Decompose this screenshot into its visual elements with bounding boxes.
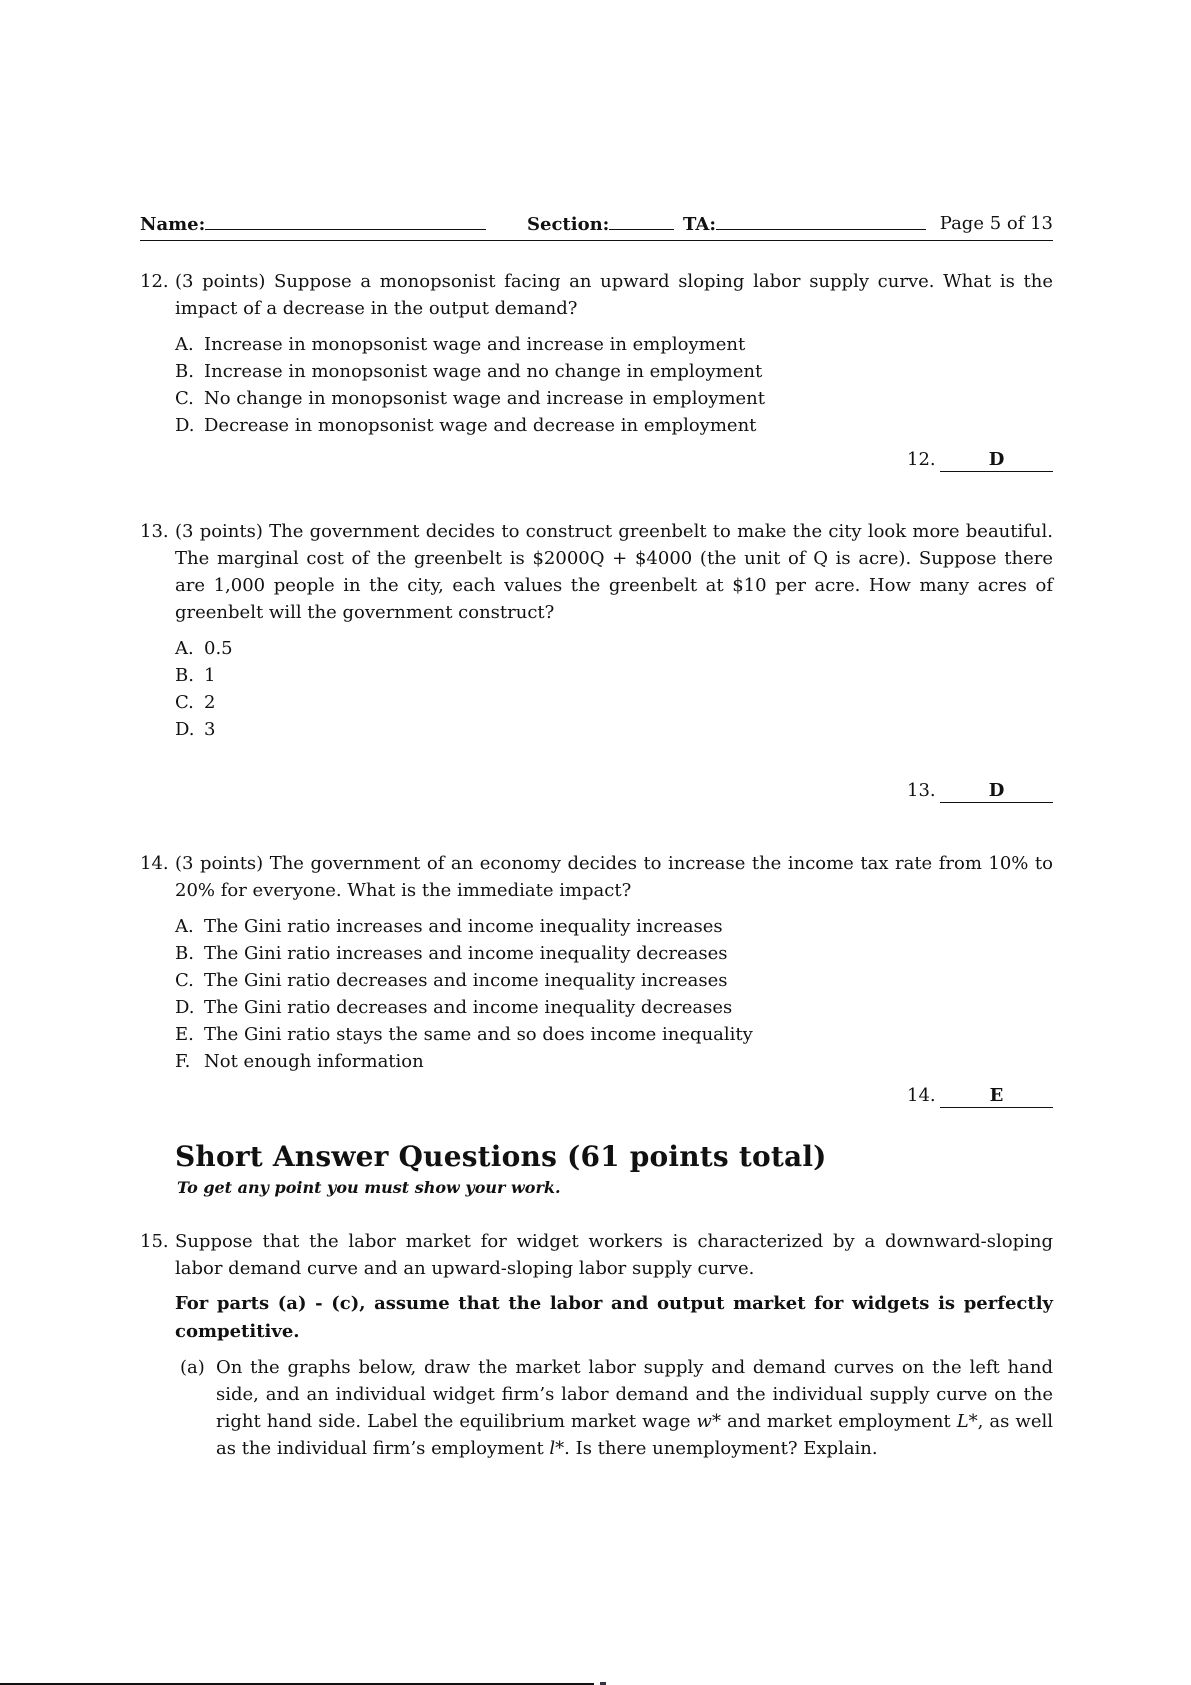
employment-symbol: L* bbox=[956, 1411, 978, 1432]
option-d: D. 3 bbox=[175, 719, 216, 740]
question-number: 12. bbox=[140, 271, 169, 292]
option-b: B. Increase in monopsonist wage and no change in employment bbox=[175, 361, 763, 382]
option-a: A. 0.5 bbox=[175, 638, 233, 659]
question-text: (3 points) The government of an economy decides to increase the income tax rate from 10% to 20% for everyone. What is the immediate impact? bbox=[175, 853, 1053, 901]
answer-14: 14. E bbox=[907, 1085, 1053, 1111]
question-text: (3 points) Suppose a monopsonist facing an upward sloping labor supply curve. What is the impact of a decrease in the output demand? bbox=[175, 271, 1053, 319]
question-12 bbox=[140, 268, 1053, 439]
assumption-note: For parts (a) - (c), assume that the labor and output market for widgets is perfectly competitive. bbox=[175, 1293, 1053, 1342]
question-number: 13. bbox=[140, 521, 169, 542]
ta-label: TA: bbox=[683, 214, 717, 235]
answer-12: 12. D bbox=[907, 449, 1053, 475]
section-subtitle: To get any point you must show your work. bbox=[177, 1178, 561, 1197]
section-blank[interactable] bbox=[609, 213, 674, 230]
answer-blank[interactable]: D bbox=[940, 780, 1053, 803]
question-15 bbox=[140, 1228, 1053, 1462]
options-list bbox=[175, 331, 1053, 439]
wage-symbol: w* bbox=[696, 1411, 721, 1432]
option-c: C. No change in monopsonist wage and increase in employment bbox=[175, 388, 766, 409]
question-text: (3 points) The government decides to construct greenbelt to make the city look more beautiful. The marginal cost of the greenbelt is $2000Q + $4000 (the unit of Q is acre). Suppose there are 1,000 people in the city, each values the greenbelt at $10 per acre. How many acres of greenbelt will the government construct? bbox=[175, 521, 1053, 623]
answer-blank[interactable]: D bbox=[940, 449, 1053, 472]
option-a: A. Increase in monopsonist wage and increase in employment bbox=[175, 334, 746, 355]
page-indicator: Page 5 of 13 bbox=[939, 213, 1053, 234]
question-number: 14. bbox=[140, 853, 169, 874]
option-a: A. The Gini ratio increases and income inequality increases bbox=[175, 916, 723, 937]
question-text: Suppose that the labor market for widget workers is characterized by a downward-sloping labor demand curve and an upward-sloping labor supply curve. bbox=[175, 1231, 1053, 1279]
ta-blank[interactable] bbox=[716, 213, 926, 230]
option-d: D. Decrease in monopsonist wage and decrease in employment bbox=[175, 415, 757, 436]
option-c: C. The Gini ratio decreases and income inequality increases bbox=[175, 970, 728, 991]
question-number: 15. bbox=[140, 1231, 169, 1252]
answer-blank[interactable]: E bbox=[940, 1085, 1053, 1108]
name-blank[interactable] bbox=[205, 213, 486, 230]
option-b: B. The Gini ratio increases and income inequality decreases bbox=[175, 943, 728, 964]
option-d: D. The Gini ratio decreases and income inequality decreases bbox=[175, 997, 733, 1018]
option-b: B. 1 bbox=[175, 665, 216, 686]
question-13 bbox=[140, 518, 1053, 743]
options-list bbox=[175, 635, 1053, 743]
options-list bbox=[175, 913, 1053, 1075]
ta-field bbox=[683, 213, 926, 235]
option-f: F. Not enough information bbox=[175, 1051, 424, 1072]
section-title: Short Answer Questions (61 points total) bbox=[175, 1140, 827, 1173]
part-a-text: On the graphs below, draw the market labor supply and demand curves on the left hand side, and an individual widget firm’s labor demand and the individual supply curve on the right hand side. Label the equilibrium market wage w* and market employment L*, as well as the individual firm’s employment l*. Is there unemployment? Explain. bbox=[216, 1357, 1053, 1459]
option-c: C. 2 bbox=[175, 692, 216, 713]
name-field bbox=[140, 213, 486, 235]
answer-13: 13. D bbox=[907, 780, 1053, 806]
question-14 bbox=[140, 850, 1053, 1075]
section-label: Section: bbox=[527, 214, 610, 235]
section-field bbox=[527, 213, 674, 235]
page-header bbox=[140, 213, 1053, 239]
name-label: Name: bbox=[140, 214, 206, 235]
part-label: (a) bbox=[180, 1357, 205, 1378]
part-a bbox=[180, 1354, 1053, 1462]
firm-employment-symbol: l* bbox=[549, 1438, 565, 1459]
header-rule bbox=[140, 240, 1053, 241]
option-e: E. The Gini ratio stays the same and so does income inequality bbox=[175, 1024, 753, 1045]
